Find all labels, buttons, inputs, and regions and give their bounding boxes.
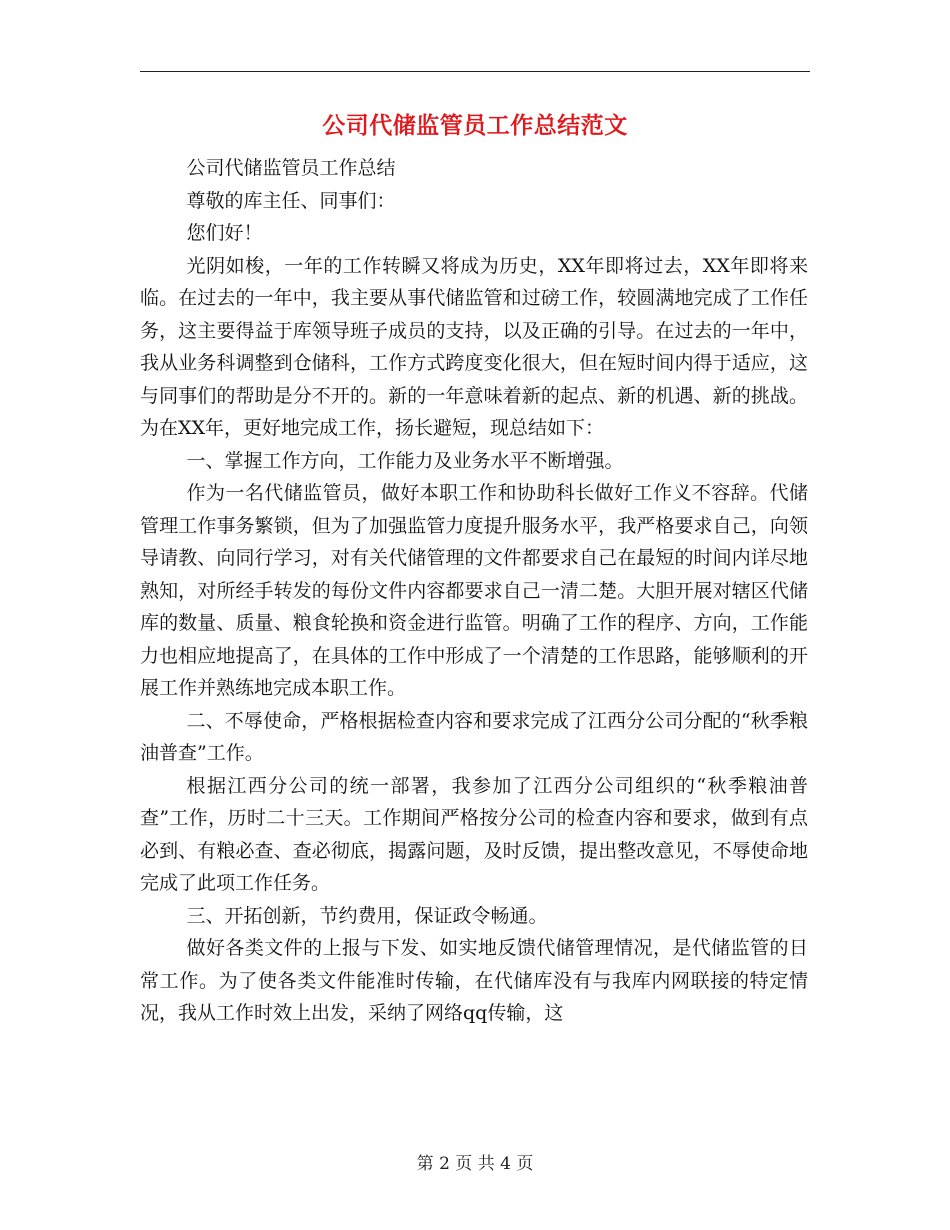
paragraph-section-1: 作为一名代储监管员，做好本职工作和协助科长做好工作义不容辞。代储管理工作事务繁锁，但为了加强监管力度提升服务水平，我严格要求自己，向领导请教、向同行学习，对有关代储管理的文件都要求自己在最短的时间内详尽地熟知，对所经手转发的每份文件内容都要求自己一清二楚。大胆开展对辖区代储库的数量、质量、粮食轮换和资金进行监管。明确了工作的程序、方向，工作能力也相应地提高了，在具体的工作中形成了一个清楚的工作思路，能够顺利的开展工作并熟练地完成本职工作。 — [140, 482, 808, 699]
paragraph-subtitle: 公司代储监管员工作总结 — [186, 157, 396, 179]
page-number: 第 2 页 共 4 页 — [416, 1154, 534, 1174]
document-title: 公司代储监管员工作总结范文 — [322, 112, 628, 139]
paragraph-greeting: 您们好！ — [186, 222, 263, 244]
paragraph-intro: 光阴如梭，一年的工作转瞬又将成为历史，XX年即将过去，XX年即将来临。在过去的一年中，我主要从事代储监管和过磅工作，较圆满地完成了工作任务，这主要得益于库领导班子成员的支持，以及正确的引导。在过去的一年中，我从业务科调整到仓储科，工作方式跨度变化很大，但在短时间内得于适应，这与同事们的帮助是分不开的。新的一年意味着新的起点、新的机遇、新的挑战。为在XX年，更好地完成工作，扬长避短，现总结如下： — [140, 254, 808, 439]
paragraph-section-2: 根据江西分公司的统一部署，我参加了江西分公司组织的“秋季粮油普查”工作，历时二十三天。工作期间严格按分公司的检查内容和要求，做到有点必到、有粮必查、查必彻底，揭露问题，及时反馈，提出整改意见，不辱使命地完成了此项工作任务。 — [140, 774, 808, 894]
document-body — [140, 152, 808, 1030]
section-heading-2: 二、不辱使命，严格根据检查内容和要求完成了江西分公司分配的“秋季粮油普查”工作。 — [140, 709, 808, 764]
section-heading-1: 一、掌握工作方向，工作能力及业务水平不断增强。 — [186, 449, 624, 472]
section-heading-3: 三、开拓创新，节约费用，保证政令畅通。 — [186, 904, 548, 927]
paragraph-salutation: 尊敬的库主任、同事们： — [186, 189, 396, 212]
paragraph-section-3: 做好各类文件的上报与下发、如实地反馈代储管理情况，是代储监管的日常工作。为了使各类文件能准时传输，在代储库没有与我库内网联接的特定情况，我从工作时效上出发，采纳了网络qq传输，这 — [140, 937, 808, 1024]
header-rule — [140, 71, 810, 72]
